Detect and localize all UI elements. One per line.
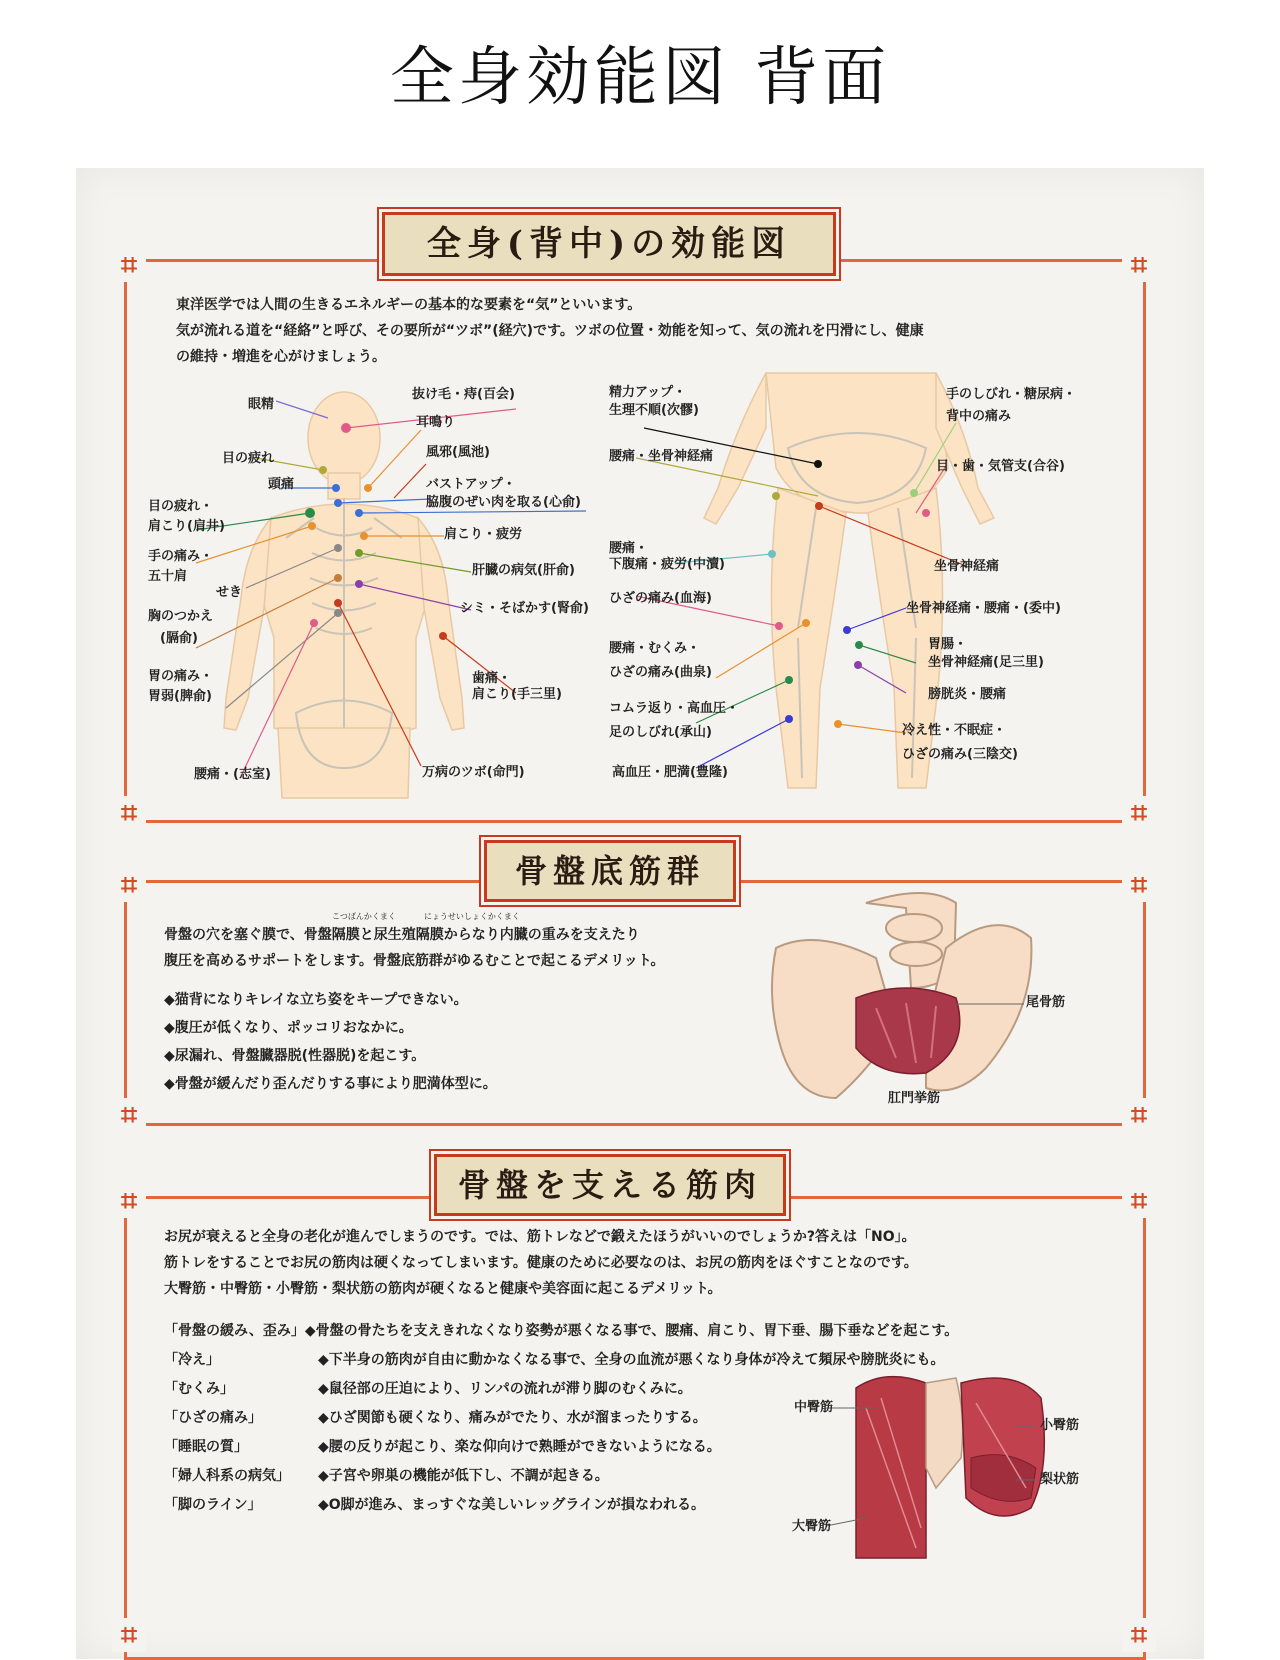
corner-ornament: ⌗	[1122, 796, 1156, 830]
demerit-row: 「婦人科系の病気」 ◆子宮や卵巣の機能が低下し、不調が起きる。	[164, 1468, 609, 1484]
corner-ornament: ⌗	[112, 868, 146, 902]
label-xuehai: ひざの痛み(血海)	[609, 591, 712, 606]
label-bust-up: バストアップ・	[426, 477, 516, 492]
label-vitality: 精力アップ・	[609, 385, 687, 400]
section2-description: 骨盤の穴を塞ぐ膜で、骨盤隔膜と尿生殖隔膜からなり内臓の重みを支えたり 腹圧を高めるサポートをします。骨盤底筋群がゆるむことで起こるデメリット。	[164, 927, 665, 969]
label-tinnitus: 耳鳴り	[416, 415, 456, 430]
label-ciliao: 生理不順(次髎)	[609, 403, 699, 418]
label-fenglong: 高血圧・肥満(豊隆)	[612, 765, 728, 780]
section1-intro: 東洋医学では人間の生きるエネルギーの基本的な要素を“気”といいます。 気が流れる道を“経絡”と呼び、その要所が“ツボ”(経穴)です。ツボの位置・効能を知って、気の流れを円滑にし、健康 の維持・増進を心がけましょう。	[176, 297, 924, 365]
label-toothache: 歯痛・	[472, 671, 512, 686]
label-shoulder-fatigue: 肩こり・疲労	[444, 527, 523, 542]
bullet: ◆尿漏れ、骨盤臓器脱(性器脱)を起こす。	[164, 1048, 426, 1064]
bullet: ◆骨盤が緩んだり歪んだりする事により肥満体型に。	[164, 1076, 497, 1092]
label-hand-pain: 手の痛み・	[148, 549, 214, 564]
corner-ornament: ⌗	[112, 248, 146, 282]
label-geshu: (膈俞)	[160, 631, 198, 646]
demerit-row: 「脚のライン」 ◆O脚が進み、まっすぐな美しいレッグラインが損なわれる。	[164, 1497, 705, 1513]
label-gluteus-medius: 中臀筋	[794, 1400, 834, 1415]
corner-ornament: ⌗	[112, 1184, 146, 1218]
gluteal-muscles	[856, 1377, 1044, 1558]
label-coldness: 冷え性・不眠症・	[902, 723, 1007, 738]
label-headache: 頭痛	[268, 477, 295, 492]
label-weizhong: 坐骨神経痛・腰痛・(委中)	[906, 601, 1061, 616]
section2-title: 骨盤底筋群	[484, 840, 736, 902]
corner-ornament: ⌗	[1122, 1098, 1156, 1132]
label-shousanli: 肩こり(手三里)	[472, 687, 562, 702]
ruby-pelvic-diaphragm: こつばんかくまく	[332, 912, 396, 921]
ruby-urogenital-diaphragm: にょうせいしょくかくまく	[424, 912, 520, 921]
demerit-row: 「骨盤の緩み、歪み」◆骨盤の骨たちを支えきれなくなり姿勢が悪くなる事で、腰痛、肩こり、胃下垂、腸下垂などを起こす。	[164, 1323, 959, 1339]
label-zhishi: 腰痛・(志室)	[194, 767, 271, 782]
label-piriformis: 梨状筋	[1040, 1472, 1080, 1487]
label-cough: せき	[216, 585, 243, 600]
label-ququan: ひざの痛み(曲泉)	[609, 665, 712, 680]
label-chengshan: 足のしびれ(承山)	[609, 725, 712, 740]
label-stomach-pain: 胃の痛み・	[148, 669, 214, 684]
label-gi: 胃腸・	[928, 637, 968, 652]
label-frozen-shoulder: 五十肩	[148, 569, 188, 584]
corner-ornament: ⌗	[1122, 1618, 1156, 1652]
label-eye-fatigue: 目の疲れ	[222, 451, 275, 466]
section1-title: 全身(背中)の効能図	[382, 212, 836, 276]
label-gluteus-maximus: 大臀筋	[792, 1519, 832, 1534]
label-zusanli: 坐骨神経痛(足三里)	[928, 655, 1044, 670]
label-shenshu: シミ・そばかす(腎俞)	[460, 601, 589, 616]
corner-ornament: ⌗	[1122, 868, 1156, 902]
label-cramps: コムラ返り・高血圧・	[609, 701, 740, 716]
label-coccygeus: 尾骨筋	[1026, 995, 1066, 1010]
label-fengchi: 風邪(風池)	[426, 445, 490, 460]
page-title: 全身効能図 背面	[389, 41, 891, 115]
corner-ornament: ⌗	[112, 1098, 146, 1132]
demerit-row: 「冷え」 ◆下半身の筋肉が自由に動かなくなる事で、全身の血流が悪くなり身体が冷えて頻尿や膀胱炎にも。	[164, 1352, 945, 1368]
label-cystitis: 膀胱炎・腰痛	[928, 687, 1007, 702]
label-zhongdu: 下腹痛・疲労(中瀆)	[609, 557, 725, 572]
label-lowback: 腰痛・	[609, 541, 649, 556]
label-numbness: 手のしびれ・糖尿病・	[946, 387, 1077, 402]
demerit-row: 「ひざの痛み」 ◆ひざ関節も硬くなり、痛みがでたり、水が溜まったりする。	[164, 1410, 707, 1426]
label-swelling: 腰痛・むくみ・	[609, 641, 701, 656]
bullet: ◆猫背になりキレイな立ち姿をキープできない。	[164, 992, 468, 1008]
label-eyestrain-1: 眼精	[248, 397, 275, 412]
label-pishu: 胃弱(脾俞)	[148, 689, 212, 704]
label-chest: 胸のつかえ	[148, 609, 214, 624]
label-mingmen: 万病のツボ(命門)	[422, 765, 525, 780]
corner-ornament: ⌗	[112, 796, 146, 830]
label-jianjing: 肩こり(肩井)	[148, 519, 225, 534]
corner-ornament: ⌗	[1122, 1184, 1156, 1218]
label-back-pain: 背中の痛み	[946, 409, 1012, 424]
label-ganshu: 肝臓の病気(肝俞)	[472, 563, 575, 578]
poster-image	[76, 168, 1204, 1659]
label-xinshu: 脇腹のぜい肉を取る(心俞)	[426, 495, 581, 510]
label-levator-ani: 肛門挙筋	[888, 1091, 941, 1106]
label-gluteus-minimus: 小臀筋	[1040, 1418, 1080, 1433]
demerit-row: 「むくみ」 ◆鼠径部の圧迫により、リンパの流れが滞り脚のむくみに。	[164, 1381, 692, 1397]
label-baihui: 抜け毛・痔(百会)	[412, 387, 515, 402]
label-sciatica-2: 坐骨神経痛	[934, 559, 1000, 574]
label-sanyinjiao: ひざの痛み(三陰交)	[902, 747, 1018, 762]
label-eye-fatigue-2: 目の疲れ・	[148, 499, 214, 514]
gluteal-muscles-illustration	[76, 168, 1204, 1659]
demerit-row: 「睡眠の質」 ◆腰の反りが起こり、楽な仰向けで熟睡ができないようになる。	[164, 1439, 721, 1455]
label-sciatica-1: 腰痛・坐骨神経痛	[609, 449, 714, 464]
bullet: ◆腹圧が低くなり、ポッコリおなかに。	[164, 1020, 413, 1036]
corner-ornament: ⌗	[1122, 248, 1156, 282]
section3-title: 骨盤を支える筋肉	[434, 1154, 786, 1216]
corner-ornament: ⌗	[112, 1618, 146, 1652]
label-hegu: 目・歯・気管支(合谷)	[936, 459, 1065, 474]
section3-intro: お尻が衰えると全身の老化が進んでしまうのです。では、筋トレなどで鍛えたほうがいいのでしょうか?答えは「NO」。 筋トレをすることでお尻の筋肉は硬くなってしまいます。健康のために必要なのは、お尻の筋肉をほぐすことなのです。 大臀筋・中臀筋・小臀筋・梨状筋の筋肉が硬くなると健康や美容面に起こるデメリット。	[164, 1229, 918, 1297]
